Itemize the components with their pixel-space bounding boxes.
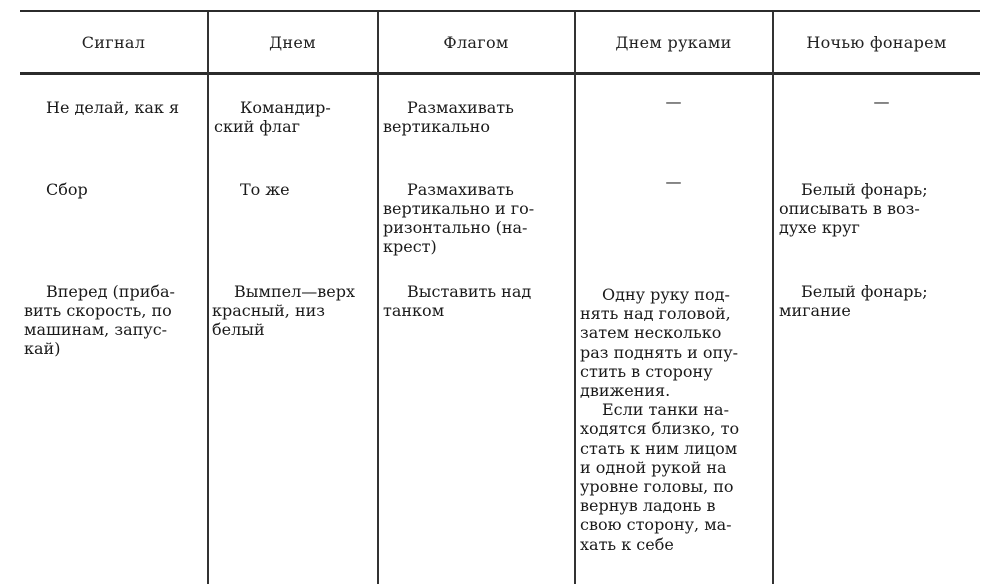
row2-day: То же xyxy=(240,180,290,199)
row2-night-lantern: Белый фонарь; описывать в воз- духе круг xyxy=(779,180,928,237)
header-signal: Сигнал xyxy=(81,32,146,52)
header-bottom-rule xyxy=(20,72,980,75)
row3-signal: Вперед (приба- вить скорость, по машинам, запус- кай) xyxy=(24,282,175,358)
row3-day: Вымпел—верх красный, низ белый xyxy=(212,282,355,339)
row1-day: Командир- ский флаг xyxy=(214,98,331,136)
header-night-lantern: Ночью фонарем xyxy=(806,32,947,52)
row1-signal: Не делай, как я xyxy=(46,98,180,117)
header-flag: Флагом xyxy=(443,32,509,52)
row2-day-hands: — xyxy=(665,172,682,191)
row3-flag: Выставить над танком xyxy=(383,282,532,320)
row3-night-lantern: Белый фонарь; мигание xyxy=(779,282,928,320)
row2-flag: Размахивать вертикально и го- ризонтально (на- крест) xyxy=(383,180,535,256)
row1-flag: Размахивать вертикально xyxy=(383,98,514,136)
row1-night-lantern: — xyxy=(873,92,890,111)
row3-day-hands: Одну руку под- нять над головой, затем несколько раз поднять и опу- стить в сторону движения. Если танки на- ходятся близко, то стать к ним лицом и одной рукой на уровне головы, по вернув ладонь в свою сторону, ма- хать к себе xyxy=(580,285,740,554)
column-divider xyxy=(207,12,209,584)
row1-day-hands: — xyxy=(665,92,682,111)
header-day-hands: Днем руками xyxy=(615,32,732,52)
column-divider xyxy=(377,12,379,584)
header-day: Днем xyxy=(269,32,316,52)
row2-signal: Сбор xyxy=(46,180,88,199)
